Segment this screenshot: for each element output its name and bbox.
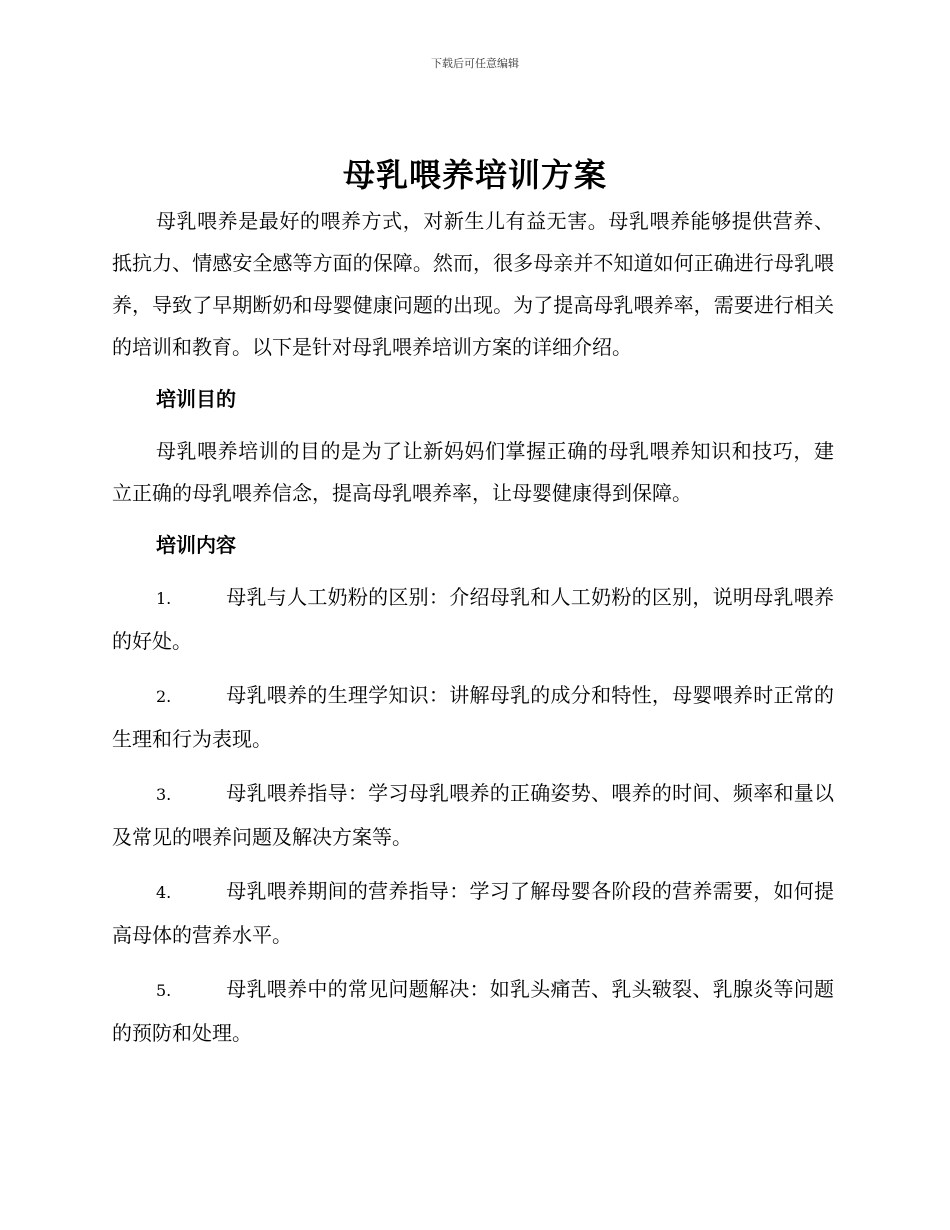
purpose-paragraph: 母乳喂养培训的目的是为了让新妈妈们掌握正确的母乳喂养知识和技巧，建立正确的母乳喂养信念，提高母乳喂养率，让母婴健康得到保障。 bbox=[112, 439, 834, 505]
list-item-number: 5. bbox=[156, 981, 172, 1000]
list-item bbox=[112, 772, 834, 858]
document-body bbox=[112, 200, 834, 1066]
list-item-text: 母乳喂养中的常见问题解决：如乳头痛苦、乳头皲裂、乳腺炎等问题的预防和处理。 bbox=[112, 977, 834, 1045]
document-title: 母乳喂养培训方案 bbox=[342, 156, 607, 194]
list-item-text: 母乳与人工奶粉的区别：介绍母乳和人工奶粉的区别，说明母乳喂养的好处。 bbox=[112, 585, 834, 653]
list-item-text: 母乳喂养期间的营养指导：学习了解母婴各阶段的营养需要，如何提高母体的营养水平。 bbox=[112, 879, 834, 947]
list-item bbox=[112, 870, 834, 956]
list-item-number: 1. bbox=[156, 589, 172, 608]
section-heading-content: 培训内容 bbox=[156, 533, 236, 557]
list-item-number: 3. bbox=[156, 785, 172, 804]
section-heading-purpose: 培训目的 bbox=[156, 387, 236, 411]
list-item bbox=[112, 674, 834, 760]
list-item-text: 母乳喂养的生理学知识：讲解母乳的成分和特性，母婴喂养时正常的生理和行为表现。 bbox=[112, 683, 834, 751]
list-item-number: 4. bbox=[156, 883, 172, 902]
header-note: 下载后可任意编辑 bbox=[431, 57, 519, 70]
list-item bbox=[112, 968, 834, 1054]
list-item bbox=[112, 576, 834, 662]
list-item-text: 母乳喂养指导：学习母乳喂养的正确姿势、喂养的时间、频率和量以及常见的喂养问题及解决方案等。 bbox=[112, 781, 834, 849]
list-item-number: 2. bbox=[156, 687, 172, 706]
intro-paragraph: 母乳喂养是最好的喂养方式，对新生儿有益无害。母乳喂养能够提供营养、抵抗力、情感安全感等方面的保障。然而，很多母亲并不知道如何正确进行母乳喂养，导致了早期断奶和母婴健康问题的出现。为了提高母乳喂养率，需要进行相关的培训和教育。以下是针对母乳喂养培训方案的详细介绍。 bbox=[112, 209, 834, 359]
